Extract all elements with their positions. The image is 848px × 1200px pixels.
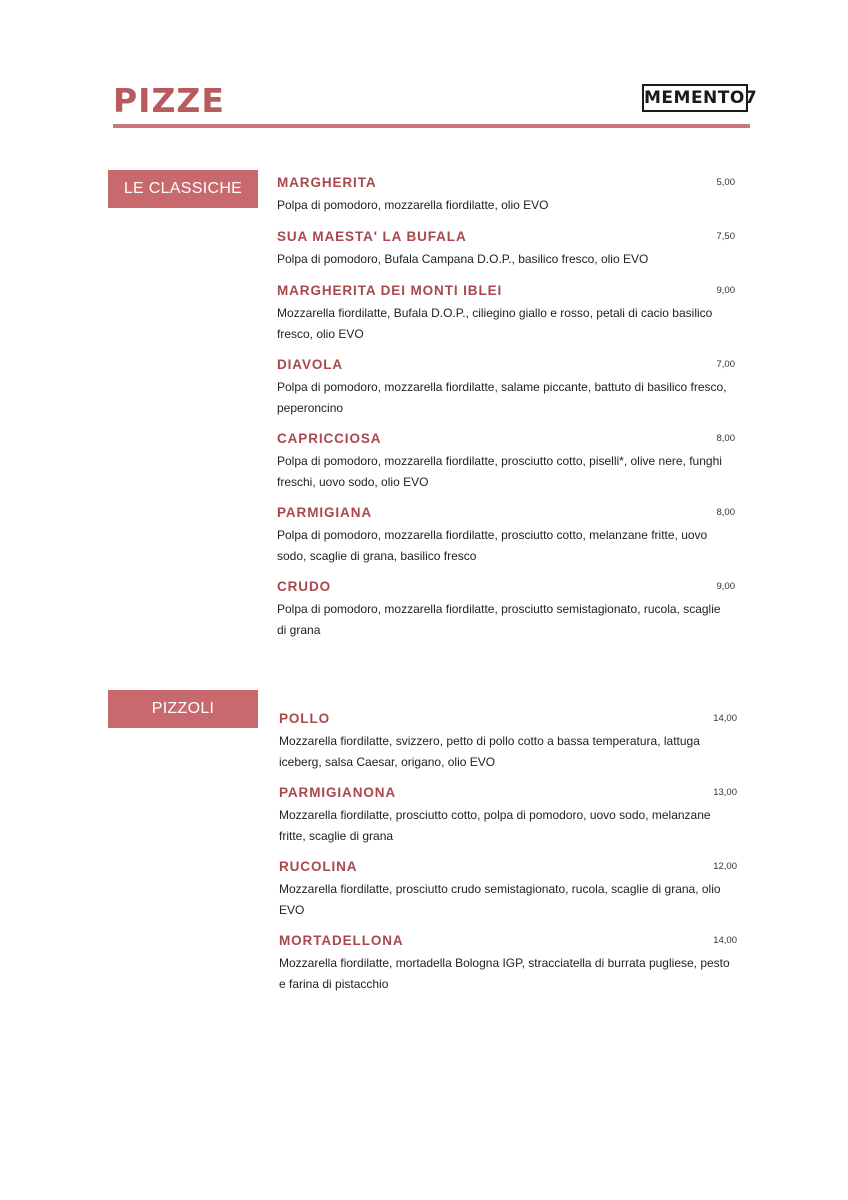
item-description: Mozzarella fiordilatte, prosciutto crudo semistagionato, rucola, scaglie di grana, olio EVO: [279, 882, 721, 917]
menu-list: [277, 174, 747, 652]
item-price: 14,00: [713, 935, 737, 946]
item-description: Mozzarella fiordilatte, Bufala D.O.P., ciliegino giallo e rosso, petali di cacio basilico fresco, olio EVO: [277, 306, 713, 341]
item-price: 5,00: [716, 177, 735, 188]
item-price: 7,50: [716, 231, 735, 242]
item-description: Polpa di pomodoro, Bufala Campana D.O.P., basilico fresco, olio EVO: [277, 252, 649, 266]
item-description: Polpa di pomodoro, mozzarella fiordilatte, olio EVO: [277, 198, 549, 212]
menu-item: [277, 282, 747, 356]
item-name: PARMIGIANONA: [279, 785, 397, 800]
item-description: Polpa di pomodoro, mozzarella fiordilatte, prosciutto cotto, piselli*, olive nere, funghi freschi, uovo sodo, olio EVO: [277, 454, 722, 489]
menu-item: [277, 228, 747, 282]
item-price: 12,00: [713, 861, 737, 872]
section-label: LE CLASSICHE: [108, 170, 258, 208]
menu-item: [279, 784, 749, 858]
item-price: 8,00: [716, 433, 735, 444]
item-description: Polpa di pomodoro, mozzarella fiordilatte, salame piccante, battuto di basilico fresco, peperoncino: [277, 380, 727, 415]
item-description: Mozzarella fiordilatte, svizzero, petto di pollo cotto a bassa temperatura, lattuga iceberg, salsa Caesar, origano, olio EVO: [279, 734, 700, 769]
menu-item: [277, 578, 747, 652]
item-name: MORTADELLONA: [279, 933, 404, 948]
item-description: Polpa di pomodoro, mozzarella fiordilatte, prosciutto cotto, melanzane fritte, uovo sodo, scaglie di grana, basilico fresco: [277, 528, 708, 563]
brand-logo: MEMENTO7: [642, 84, 748, 112]
item-price: 9,00: [716, 581, 735, 592]
item-name: RUCOLINA: [279, 859, 358, 874]
item-price: 13,00: [713, 787, 737, 798]
item-description: Polpa di pomodoro, mozzarella fiordilatte, prosciutto semistagionato, rucola, scaglie di grana: [277, 602, 721, 637]
item-description: Mozzarella fiordilatte, mortadella Bologna IGP, stracciatella di burrata pugliese, pesto e farina di pistacchio: [279, 956, 730, 991]
menu-list: [279, 710, 749, 1006]
item-price: 8,00: [716, 507, 735, 518]
item-name: PARMIGIANA: [277, 505, 372, 520]
menu-item: [277, 174, 747, 228]
menu-item: [277, 430, 747, 504]
page-title: PIZZE: [113, 81, 225, 120]
menu-item: [279, 858, 749, 932]
menu-item: [277, 504, 747, 578]
item-name: DIAVOLA: [277, 357, 344, 372]
item-price: 14,00: [713, 713, 737, 724]
item-price: 9,00: [716, 285, 735, 296]
header-divider: [113, 124, 750, 128]
menu-item: [279, 932, 749, 1006]
item-name: CRUDO: [277, 579, 331, 594]
item-name: MARGHERITA: [277, 175, 377, 190]
item-name: POLLO: [279, 711, 330, 726]
menu-item: [279, 710, 749, 784]
section-label: PIZZOLI: [108, 690, 258, 728]
item-price: 7,00: [716, 359, 735, 370]
menu-item: [277, 356, 747, 430]
item-name: MARGHERITA DEI MONTI IBLEI: [277, 283, 503, 298]
item-name: CAPRICCIOSA: [277, 431, 382, 446]
item-name: SUA MAESTA' LA BUFALA: [277, 229, 467, 244]
item-description: Mozzarella fiordilatte, prosciutto cotto, polpa di pomodoro, uovo sodo, melanzane fritte, scaglie di grana: [279, 808, 711, 843]
